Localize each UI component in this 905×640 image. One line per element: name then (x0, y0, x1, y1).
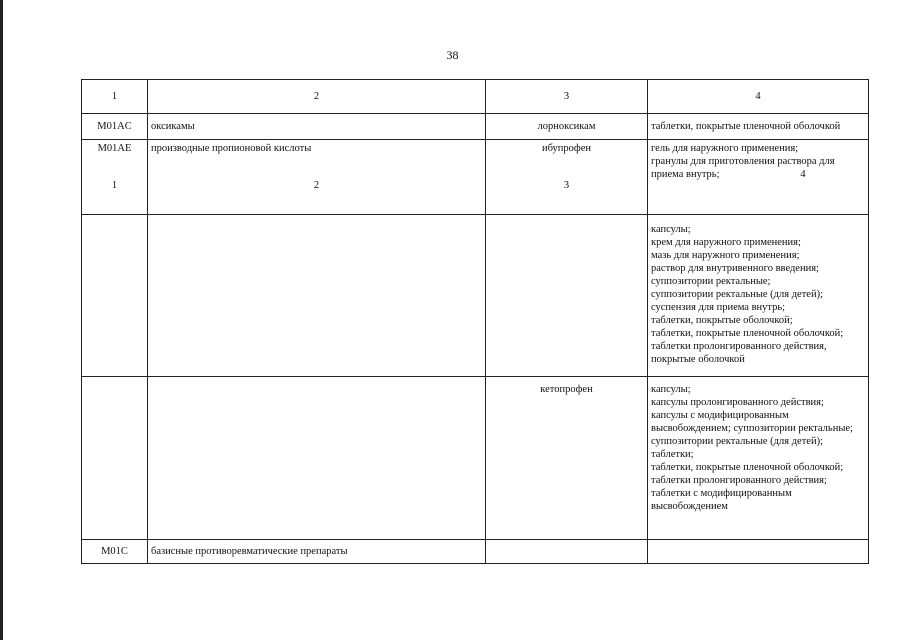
dosage-form: таблетки пролонгированного действия, покрытые оболочкой (651, 341, 827, 365)
dosage-form: гель для наружного применения; (651, 143, 799, 154)
dosage-form: таблетки, покрытые пленочной оболочкой (651, 121, 841, 132)
page-left-edge (0, 0, 3, 640)
repeat-header-col4: 4 (800, 169, 806, 180)
atc-code (82, 215, 148, 377)
group-name (148, 377, 486, 540)
atc-code (82, 377, 148, 540)
substance-name: кетопрофен (486, 377, 648, 540)
substance-name: лорноксикам (486, 114, 648, 140)
table-header-row (82, 80, 869, 114)
table-row (82, 215, 869, 377)
dosage-form: капсулы; (651, 224, 691, 235)
dosage-form: капсулы пролонгированного действия; (651, 397, 824, 408)
table-row (82, 140, 869, 215)
dosage-form: таблетки, покрытые пленочной оболочкой; (651, 462, 844, 473)
dosage-forms (648, 140, 869, 215)
group-cell (148, 140, 486, 215)
dosage-form: суппозитории ректальные (для детей); (651, 436, 823, 447)
atc-code: M01AC (82, 114, 148, 140)
group-name: оксикамы (148, 114, 486, 140)
dosage-forms (648, 377, 869, 540)
drug-table (81, 79, 869, 564)
table-row (82, 540, 869, 564)
group-name: производные пропионовой кислоты (151, 143, 312, 154)
substance-name (486, 540, 648, 564)
dosage-form: крем для наружного применения; (651, 237, 801, 248)
dosage-form: таблетки, покрытые пленочной оболочкой; (651, 328, 844, 339)
header-col3: 3 (486, 80, 648, 114)
dosage-forms (648, 114, 869, 140)
dosage-form: суспензия для приема внутрь; (651, 302, 786, 313)
header-col1: 1 (82, 80, 148, 114)
table-row (82, 114, 869, 140)
dosage-form: таблетки; (651, 449, 694, 460)
dosage-form: мазь для наружного применения; (651, 250, 800, 261)
dosage-form: гранулы для приготовления раствора для приема внутрь; (651, 156, 835, 180)
atc-code-cell (82, 140, 148, 215)
header-col2: 2 (148, 80, 486, 114)
dosage-form: капсулы; (651, 384, 691, 395)
dosage-form: раствор для внутривенного введения; (651, 263, 819, 274)
substance-cell (486, 140, 648, 215)
group-name (148, 215, 486, 377)
group-name: базисные противоревматические препараты (148, 540, 486, 564)
dosage-form: суппозитории ректальные; (651, 276, 771, 287)
repeat-header-col1: 1 (111, 180, 118, 191)
repeat-header-col3: 3 (563, 180, 570, 191)
dosage-form: таблетки пролонгированного действия; (651, 475, 827, 486)
dosage-form: таблетки с модифицированным высвобождением (651, 488, 792, 512)
dosage-forms (648, 215, 869, 377)
page-number: 38 (446, 48, 459, 62)
dosage-form: капсулы с модифицированным высвобождением; суппозитории ректальные; (651, 410, 853, 434)
atc-code: M01C (82, 540, 148, 564)
atc-code: M01AE (97, 143, 132, 154)
header-col4: 4 (648, 80, 869, 114)
dosage-form: таблетки, покрытые оболочкой; (651, 315, 793, 326)
repeat-header-col2: 2 (313, 180, 320, 191)
dosage-form: суппозитории ректальные (для детей); (651, 289, 823, 300)
substance-name (486, 215, 648, 377)
table-row (82, 377, 869, 540)
dosage-forms (648, 540, 869, 564)
substance-name: ибупрофен (541, 143, 591, 154)
